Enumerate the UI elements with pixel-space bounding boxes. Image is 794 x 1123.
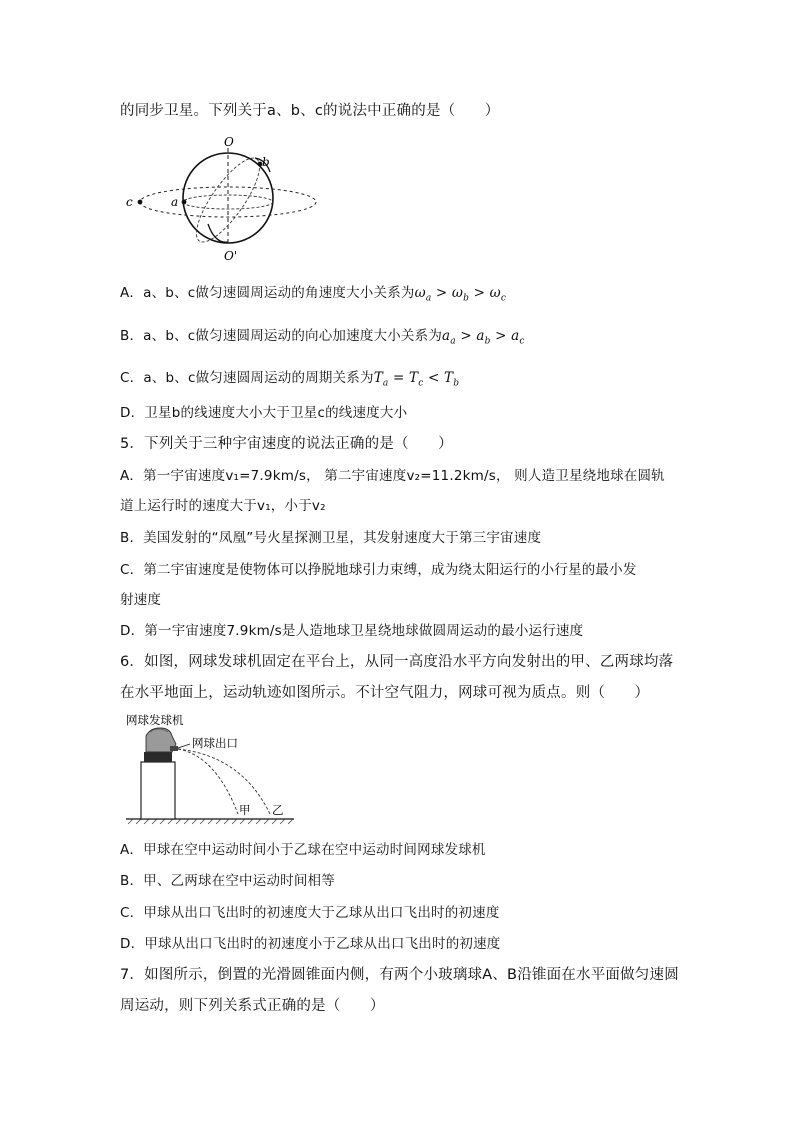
q4-option-d: D．卫星b的线速度大小大于卫星c的线速度大小	[120, 405, 408, 421]
q6-option-c: C．甲球从出口飞出时的初速度大于乙球从出口飞出时的初速度	[120, 905, 500, 921]
q5-option-b: B．美国发射的“凤凰”号火星探测卫星，其发射速度大于第三宇宙速度	[120, 530, 542, 546]
label-o-top: O	[224, 135, 234, 149]
label-o-bottom: O'	[224, 249, 238, 263]
trajectory-yi	[178, 749, 270, 814]
label-b: b	[262, 155, 270, 169]
q4-option-b-text: B．a、b、c做匀速圆周运动的向心加速度大小关系为	[120, 328, 443, 344]
label-machine: 网球发球机	[126, 713, 184, 727]
machine-base	[144, 752, 172, 762]
q7-stem-line1: 7．如图所示，倒置的光滑圆锥面内侧，有两个小玻璃球A、B沿锥面在水平面做匀速圆	[120, 967, 679, 983]
q4-option-c-math: $T_a = T_c < T_b$	[373, 370, 460, 389]
q5-option-a-line1: A．第一宇宙速度v₁=7.9km/s， 第二宇宙速度v₂=11.2km/s， 则人造卫星绕地球在圆轨	[120, 468, 665, 484]
q6-stem-line1: 6．如图，网球发球机固定在平台上，从同一高度沿水平方向发射出的甲、乙两球均落	[120, 654, 674, 670]
trajectory-jia	[178, 749, 238, 814]
q4-option-c	[120, 368, 459, 394]
label-outlet: 网球出口	[192, 736, 238, 750]
tennis-machine-figure	[124, 712, 296, 828]
label-yi: 乙	[272, 803, 284, 817]
q5-option-c-line1: C．第二宇宙速度是使物体可以挣脱地球引力束缚，成为绕太阳运行的小行星的最小发	[120, 562, 637, 578]
q6-option-a: A．甲球在空中运动时间小于乙球在空中运动时间网球发球机	[120, 842, 486, 858]
label-a: a	[171, 195, 179, 209]
q5-option-a-line2: 道上运行时的速度大于v₁，小于v₂	[120, 498, 326, 514]
q7-stem-line2: 周运动，则下列关系式正确的是（ ）	[120, 998, 385, 1014]
q5-stem: 5．下列关于三种宇宙速度的说法正确的是（ ）	[120, 436, 453, 452]
q4-stem-tail: 的同步卫星。下列关于a、b、c的说法中正确的是（ ）	[120, 103, 500, 119]
q4-option-a-math: $\omega_a > \omega_b > \omega_c$	[414, 285, 507, 304]
q5-option-d: D．第一宇宙速度7.9km/s是人造地球卫星绕地球做圆周运动的最小运行速度	[120, 623, 584, 639]
machine-outlet	[170, 746, 178, 751]
q6-stem-line2: 在水平地面上，运动轨迹如图所示。不计空气阻力，网球可视为质点。则（ ）	[120, 685, 650, 701]
q6-option-d: D．甲球从出口飞出时的初速度小于乙球从出口飞出时的初速度	[120, 936, 501, 952]
q4-option-b	[120, 326, 525, 352]
q4-option-a-text: A．a、b、c做匀速圆周运动的角速度大小关系为	[120, 285, 415, 301]
label-c: c	[126, 195, 133, 209]
satellite-c-dot	[138, 200, 143, 205]
q4-option-b-math: $a_a > a_b > a_c$	[442, 328, 525, 347]
q4-option-a	[120, 283, 506, 309]
label-jia: 甲	[239, 803, 251, 817]
q5-option-c-line2: 射速度	[120, 592, 162, 608]
satellite-a-dot	[182, 200, 187, 205]
q6-option-b: B．甲、乙两球在空中运动时间相等	[120, 873, 335, 889]
q4-option-c-text: C．a、b、c做匀速圆周运动的周期关系为	[120, 370, 374, 386]
satellite-orbit-figure	[120, 132, 330, 264]
